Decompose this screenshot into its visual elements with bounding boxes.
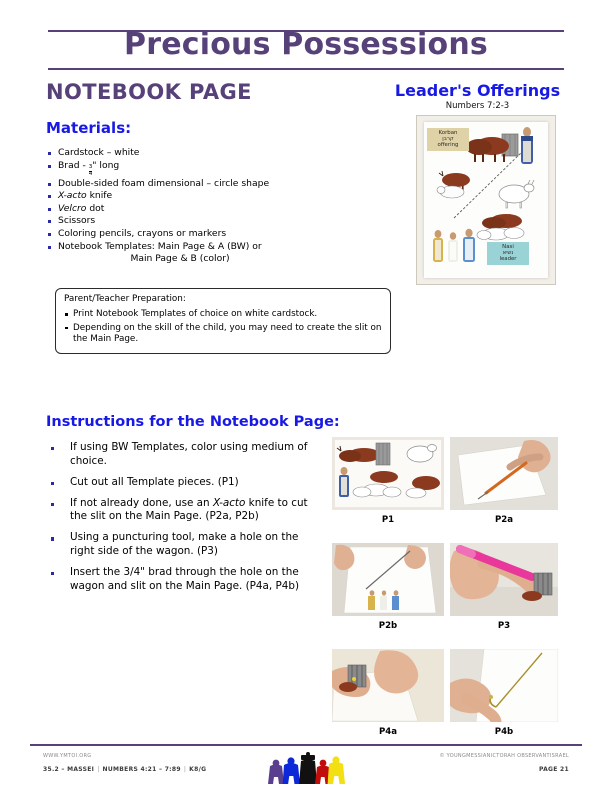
footer-separator: | [183, 766, 187, 773]
brad-prefix: Brad - [58, 159, 89, 171]
offerings-scripture-reference: Numbers 7:2-3 [445, 101, 510, 111]
photo-p2a-cutting-slit [450, 437, 558, 510]
nasi-line2-hebrew: נשיא [502, 250, 514, 257]
completed-notebook-page-photo [416, 115, 556, 285]
photo-p1-cut-template-pieces [332, 437, 444, 510]
footer-rule [30, 744, 582, 746]
leader-figure-top [521, 127, 533, 164]
logo-figure-yellow [328, 756, 345, 784]
materials-heading: Materials: [46, 119, 132, 137]
page-title: Precious Possessions [124, 27, 488, 62]
preparation-list [64, 309, 382, 348]
p2a-artwork [450, 437, 558, 510]
photo-caption: P2b [378, 621, 398, 631]
xacto-brand: X-acto [58, 190, 87, 202]
instruction-text-a: If not already done, use an [70, 496, 213, 509]
instruction-item-xacto [48, 497, 320, 524]
brad-numerator: 3 [88, 164, 93, 171]
logo-figure-blue [283, 757, 300, 784]
cow-and-sheep-left [437, 171, 470, 198]
footer-page-number: PAGE 21 [538, 766, 569, 773]
photo-p4a-inserting-brad [332, 649, 444, 722]
brad-suffix: " long [92, 159, 120, 171]
logo-figures-icon [266, 752, 346, 786]
photo-p2b-slit-on-main-page [332, 543, 444, 616]
korban-line2-hebrew: קרבן [442, 136, 454, 143]
header-rule-bottom [48, 68, 564, 70]
photo-p4b-brad-through-slit [450, 649, 558, 722]
instruction-item: Insert the 3/4" brad through the hole on the wagon and slit on the Main Page. (P4a, P4b) [48, 566, 320, 593]
instruction-item: If using BW Templates, color using medium of choice. [48, 441, 320, 468]
materials-item: Cardstock – white [46, 147, 346, 160]
footer-copyright: © YOUNGMESSIANICTORAH OBSERVANTISRAEL [439, 753, 569, 759]
photo-caption: P1 [381, 515, 395, 525]
logo-center-structure [299, 752, 317, 784]
materials-list [46, 147, 346, 266]
footer-scripture: NUMBERS 4:21 – 7:89 [102, 766, 181, 773]
instruction-item: Using a puncturing tool, make a hole on the right side of the wagon. (P3) [48, 531, 320, 558]
logo-figure-purple [268, 760, 284, 784]
materials-item-continuation: Main Page & B (color) [130, 253, 230, 265]
photo-caption: P2a [494, 515, 514, 525]
xacto-rest: knife [86, 190, 113, 202]
brad-denominator: 4 [88, 171, 93, 178]
goat-outline [499, 180, 534, 208]
footer-portion: 35.2 – MASSEI [43, 766, 95, 773]
velcro-brand: Velcro [58, 202, 87, 214]
p1-artwork [332, 437, 444, 510]
preparation-title: Parent/Teacher Preparation: [64, 294, 186, 304]
preparation-item: Print Notebook Templates of choice on white cardstock. [64, 309, 382, 321]
materials-item-brad [46, 160, 346, 178]
nasi-line1: Nasi [502, 244, 514, 250]
materials-item-velcro [46, 203, 346, 216]
three-leaders-figures [433, 229, 475, 262]
wagon-and-oxen-group [463, 134, 518, 162]
p2b-artwork [332, 543, 444, 616]
instruction-text-b: knife to cut the slit on the Main Page. (P2a, P2b) [70, 496, 308, 523]
photo-caption: P4b [494, 727, 514, 737]
footer-separator: | [97, 766, 100, 773]
korban-line3: offering [437, 142, 459, 149]
korban-line1: Korban [438, 130, 458, 136]
preparation-item: Depending on the skill of the child, you may need to create the slit on the Main Page. [64, 323, 382, 346]
label-nasi-leader [487, 242, 529, 265]
ymtoi-logo [266, 752, 346, 786]
footer-portion-info [43, 766, 206, 773]
bulls-and-flock [477, 214, 524, 240]
photo-caption: P4a [378, 727, 398, 737]
velcro-rest: dot [86, 202, 105, 214]
offerings-title: Leader's Offerings [394, 81, 561, 100]
p3-artwork [450, 543, 558, 616]
instructions-list [48, 441, 320, 601]
footer-grade: K8/G [189, 766, 207, 773]
photo-p3-puncturing-hole [450, 543, 558, 616]
p4b-artwork [450, 649, 558, 722]
section-title: NOTEBOOK PAGE [46, 80, 252, 104]
photo-caption: P3 [497, 621, 511, 631]
xacto-brand: X-acto [212, 496, 246, 509]
materials-item: Scissors [46, 215, 346, 228]
materials-item: Coloring pencils, crayons or markers [46, 228, 346, 241]
instruction-item: Cut out all Template pieces. (P1) [48, 476, 320, 490]
footer-website: WWW.YMTOI.ORG [43, 753, 92, 759]
label-korban-offering [427, 128, 469, 151]
materials-item: Double-sided foam dimensional – circle shape [46, 178, 346, 191]
instructions-heading: Instructions for the Notebook Page: [46, 414, 340, 430]
nasi-line3: leader [499, 256, 517, 263]
materials-item: Notebook Templates: Main Page & A (BW) or [46, 241, 346, 254]
materials-item-xacto [46, 190, 346, 203]
p4a-artwork [332, 649, 444, 722]
